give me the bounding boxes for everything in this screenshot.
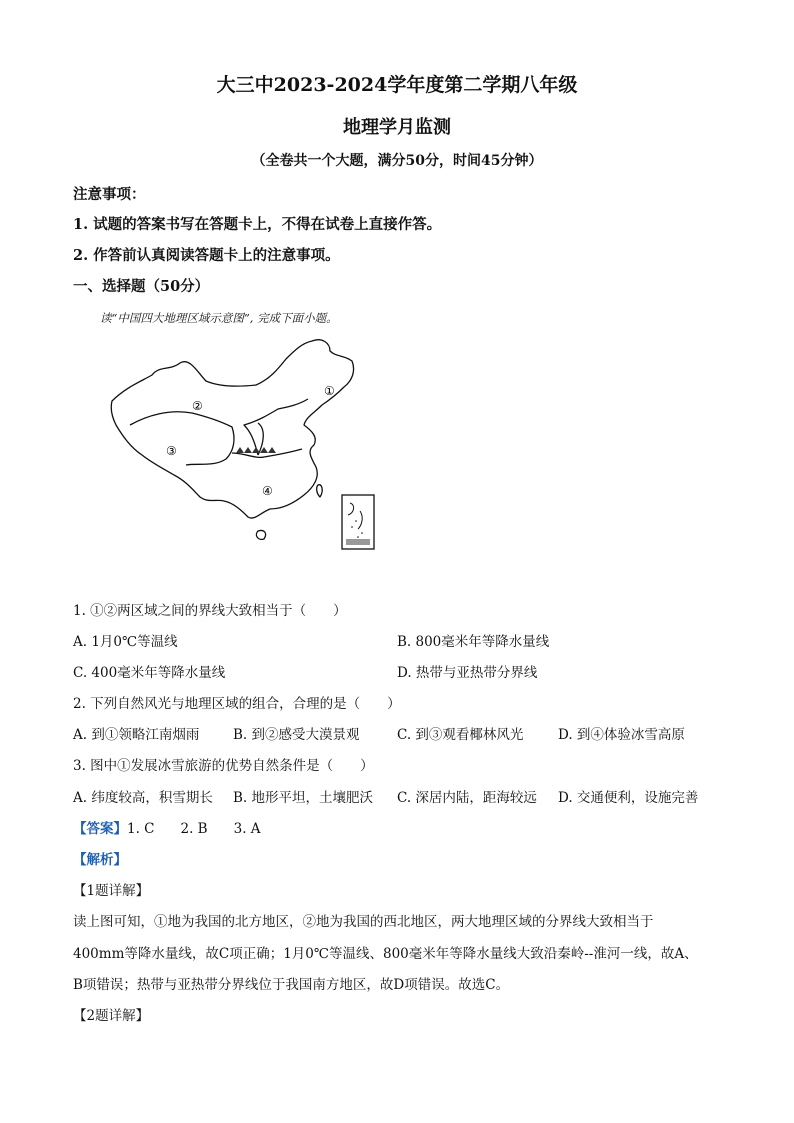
exam-title: 大三中2023-2024学年度第二学期八年级 <box>216 74 578 96</box>
region-label-4: ④ <box>262 484 273 498</box>
answer-2: 2. B <box>180 821 208 837</box>
question-2-option-c: C. 到③观看椰林风光 <box>397 727 524 743</box>
question-1-option-a: A. 1月0℃等温线 <box>73 634 178 650</box>
region-label-2: ② <box>192 399 203 413</box>
map-caption: 读“中国四大地理区域示意图”, 完成下面小题。 <box>100 311 338 325</box>
question-3-option-a: A. 纬度较高，积雪期长 <box>73 790 213 806</box>
answer-label: 【答案】 <box>73 821 127 837</box>
boundary-north-northwest <box>244 399 308 455</box>
q1-detail-line-3: B项错误；热带与亚热带分界线位于我国南方地区，故D项错误。故选C。 <box>73 977 510 993</box>
question-2-option-d: D. 到④体验冰雪高原 <box>558 727 685 743</box>
q2-detail-label: 【2题详解】 <box>73 1008 150 1024</box>
q1-detail-line-2: 400mm等降水量线，故C项正确；1月0℃等温线、800毫米年等降水量线大致沿秦岭--淮河一线，故A、 <box>73 946 698 962</box>
answer-3: 3. A <box>233 821 261 837</box>
question-1-option-d: D. 热带与亚热带分界线 <box>397 665 538 681</box>
taiwan-island <box>317 485 322 497</box>
hainan-island <box>256 530 265 539</box>
note-item-2: 2. 作答前认真阅读答题卡上的注意事项。 <box>73 247 340 264</box>
question-2-option-a: A. 到①领略江南烟雨 <box>73 727 200 743</box>
section-heading: 一、选择题（50分） <box>73 278 210 295</box>
answer-line <box>73 817 261 837</box>
question-3-stem: 3. 图中①发展冰雪旅游的优势自然条件是（ ） <box>73 758 374 774</box>
question-1-option-b: B. 800毫米年等降水量线 <box>397 634 550 650</box>
q1-detail-line-1: 读上图可知，①地为我国的北方地区，②地为我国的西北地区，两大地理区域的分界线大致相当于 <box>73 914 654 930</box>
exam-subtitle: 地理学月监测 <box>343 117 451 138</box>
boundary-north-south <box>232 449 302 457</box>
answer-1: 1. C <box>127 821 155 837</box>
question-2-option-b: B. 到②感受大漠景观 <box>233 727 360 743</box>
question-3-option-c: C. 深居内陆，距海较远 <box>397 790 537 806</box>
south-sea-inset <box>342 495 374 549</box>
question-1-stem: 1. ①②两区域之间的界线大致相当于（ ） <box>73 603 347 619</box>
question-2-stem: 2. 下列自然风光与地理区域的组合，合理的是（ ） <box>73 696 401 712</box>
question-3-option-b: B. 地形平坦，土壤肥沃 <box>233 790 374 806</box>
analysis-label: 【解析】 <box>73 852 127 868</box>
region-label-3: ③ <box>166 444 177 458</box>
q1-detail-label: 【1题详解】 <box>73 883 150 899</box>
region-label-1: ① <box>324 384 335 398</box>
exam-info: （全卷共一个大题，满分50分，时间45分钟） <box>251 153 543 169</box>
notes-heading: 注意事项： <box>73 186 146 203</box>
note-item-1: 1. 试题的答案书写在答题卡上，不得在试卷上直接作答。 <box>73 216 442 233</box>
qinling-mountain <box>236 447 276 453</box>
question-1-option-c: C. 400毫米年等降水量线 <box>73 665 226 681</box>
question-3-option-d: D. 交通便利，设施完善 <box>558 790 699 806</box>
china-regions-map <box>108 335 383 553</box>
